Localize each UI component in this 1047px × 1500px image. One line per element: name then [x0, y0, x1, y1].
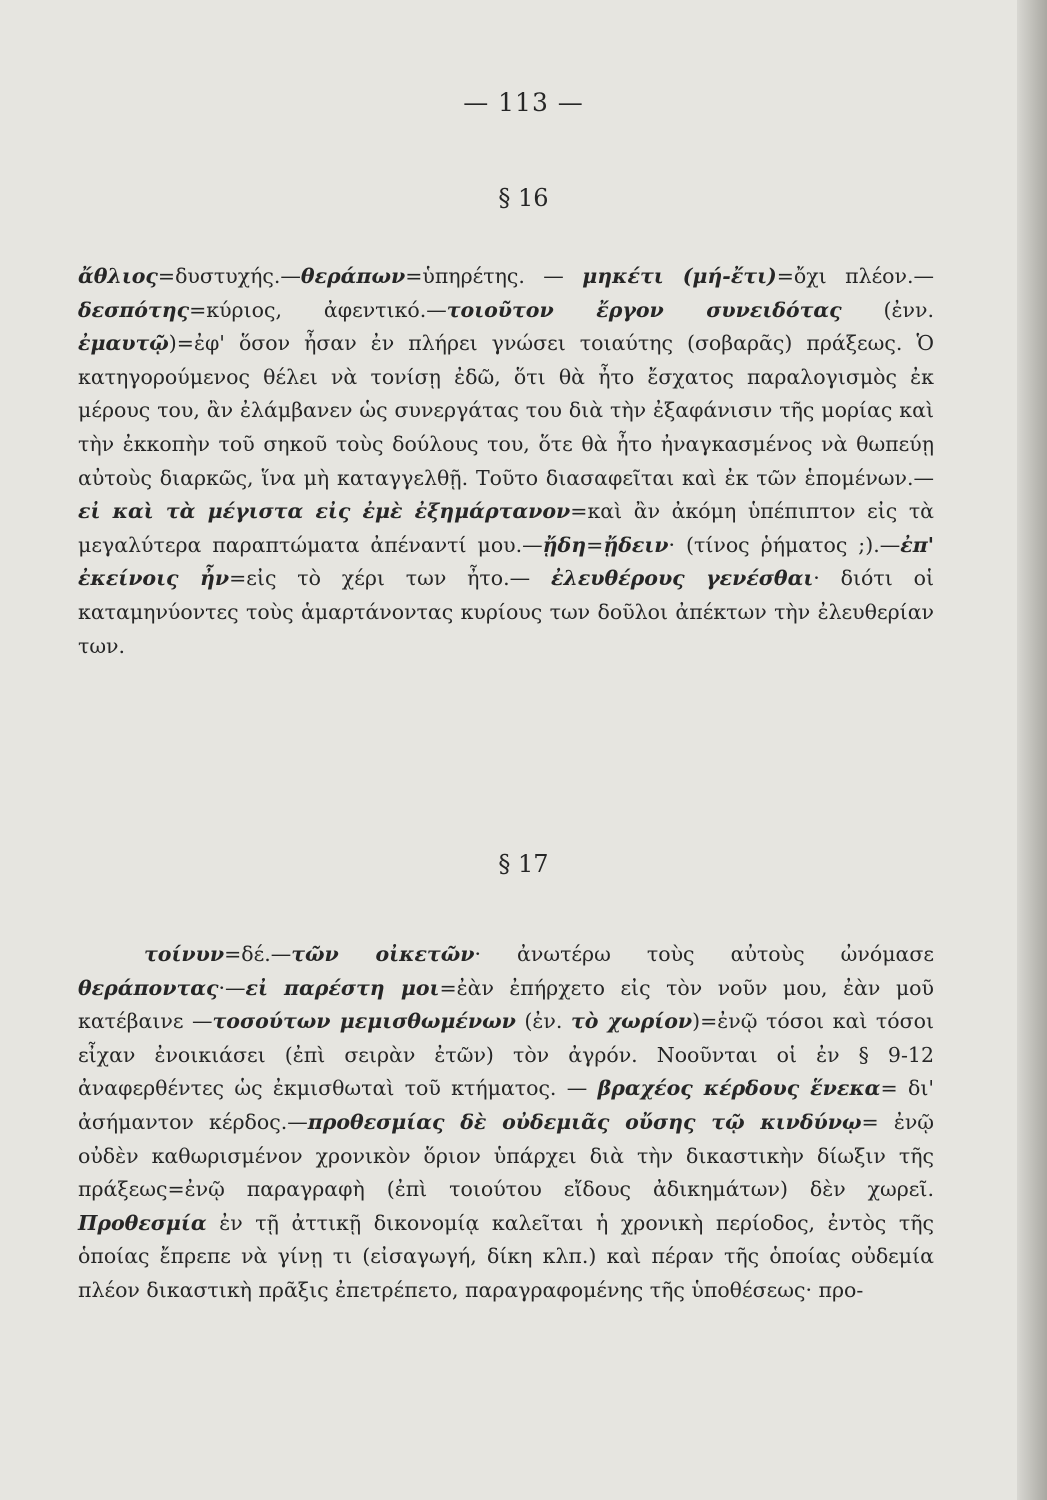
lemma: προθεσμίας δὲ οὐδεμιᾶς οὔσης τῷ κινδύνῳ: [307, 1109, 862, 1134]
paragraph: [78, 260, 934, 663]
gloss: =δυστυχής.—: [157, 264, 301, 288]
section-heading: § 16: [498, 184, 549, 212]
gloss: = ἐνῷ οὐδὲν καθωρισμένον χρονικὸν ὅριον ὑπάρχει διὰ τὴν δικαστικὴν δίωξιν τῆς πράξεως=ἐνῷ παραγραφὴ (ἐπὶ τοιούτου εἴδους ἀδικημάτων) δὲν χωρεῖ.: [78, 1109, 935, 1202]
gloss: )=ἐφ' ὅσον ἦσαν ἐν πλήρει γνώσει τοιαύτης (σοβαρᾶς) πράξεως. Ὁ κατηγορούμενος θέλει νὰ τονίσῃ ἐδῶ, ὅτι θὰ ἦτο ἔσχατος παραλογισμὸς ἐκ μέρους του, ἂν ἐλάμβανεν ὡς συνεργάτας του διὰ τὴν ἐξαφάνισιν τῆς μορίας καὶ τὴν ἐκκοπὴν τοῦ σηκοῦ τοὺς δούλους του, ὅτε θὰ ἦτο ἠναγκασμένος νὰ θωπεύῃ αὐτοὺς διαρκῶς, ἵνα μὴ καταγγελθῇ. Τοῦτο διασαφεῖται καὶ ἐκ τῶν ἑπομένων.—: [78, 331, 934, 490]
section-body: [78, 938, 934, 1308]
gloss: =ὑπηρέτης. —: [405, 264, 583, 288]
lemma: δεσπότης: [78, 297, 190, 322]
lemma: τοσούτων μεμισθωμένων: [212, 1009, 516, 1034]
page-edge-shadow: [1017, 0, 1047, 1500]
gloss: (ἐνν.: [841, 297, 934, 322]
gloss: =: [586, 532, 604, 557]
gloss: =καὶ ἂν ἀκόμη ὑπέπιπτον εἰς τὰ μεγαλύτερα παραπτώματα ἀπέναντί μου.—: [78, 499, 935, 557]
lemma: βραχέος κέρδους ἕνεκα: [597, 1076, 881, 1101]
lemma: ᾔδη: [542, 532, 587, 557]
lemma: θεράποντας: [78, 975, 219, 1000]
gloss: =εἰς τὸ χέρι των ἦτο.—: [229, 566, 551, 591]
lemma: τὸ χωρίον: [570, 1009, 693, 1034]
page-number: — 113 —: [463, 88, 584, 117]
gloss: · διότι οἱ καταμηνύοντες τοὺς ἁμαρτάνοντας κυρίους των δοῦλοι ἀπέκτων τὴν ἐλευθερίαν των.: [78, 566, 934, 658]
lemma: τῶν οἰκετῶν: [291, 942, 475, 966]
lemma: θεράπων: [300, 264, 406, 288]
section-heading: § 17: [498, 850, 549, 878]
gloss: ἐν τῇ ἀττικῇ δικονομίᾳ καλεῖται ἡ χρονικὴ περίοδος, ἐντὸς τῆς ὁποίας ἔπρεπε νὰ γίνῃ τι (εἰσαγωγή, δίκη κλπ.) καὶ πέραν τῆς ὁποίας οὐδεμία πλέον δικαστικὴ πρᾶξις ἐπετρέπετο, παραγραφομένης τῆς ὑποθέσεως· προ-: [78, 1210, 934, 1302]
lemma: ἐμαυτῷ: [78, 331, 169, 356]
gloss: )=ἐνῷ τόσοι καὶ τόσοι εἶχαν ἐνοικιάσει (ἐπὶ σειρὰν ἐτῶν) τὸν ἀγρόν. Νοοῦνται οἱ ἐν § 9-12 ἀναφερθέντες ὡς ἐκμισθωταὶ τοῦ κτήματος. —: [78, 1009, 934, 1101]
gloss: =δέ.—: [224, 942, 292, 966]
lemma: εἰ παρέστη μοι: [245, 975, 440, 1000]
paragraph: [78, 938, 934, 1308]
gloss: · (τίνος ῥήματος ;).—: [668, 532, 901, 557]
lemma: ἐπ' ἐκείνοις ἦν: [78, 532, 934, 591]
lemma: μηκέτι (μή-ἔτι): [582, 264, 777, 288]
lemma: τοιοῦτον ἔργον συνειδότας: [446, 297, 842, 322]
lemma: ᾔδειν: [603, 532, 669, 557]
lemma: ἐλευθέρους γενέσθαι: [550, 566, 814, 591]
lemma: ἄθλιος: [78, 264, 158, 288]
gloss: (ἐν.: [515, 1009, 571, 1034]
gloss: =κύριος, ἀφεντικό.—: [189, 297, 447, 322]
gloss: =ὄχι πλέον.—: [776, 264, 935, 288]
gloss: ·—: [218, 975, 246, 1000]
lemma: τοίνυν: [144, 942, 225, 966]
lemma: εἰ καὶ τὰ μέγιστα εἰς ἐμὲ ἐξημάρτανον: [78, 499, 571, 524]
section-body: [78, 260, 934, 663]
gloss: · ἀνωτέρω τοὺς αὐτοὺς ὠνόμασε: [474, 942, 934, 966]
lemma: Προθεσμία: [78, 1210, 207, 1235]
gloss: =ἐὰν ἐπήρχετο εἰς τὸν νοῦν μου, ἐὰν μοῦ κατέβαινε —: [78, 975, 934, 1034]
gloss: = δι' ἀσήμαντον κέρδος.—: [78, 1076, 934, 1134]
